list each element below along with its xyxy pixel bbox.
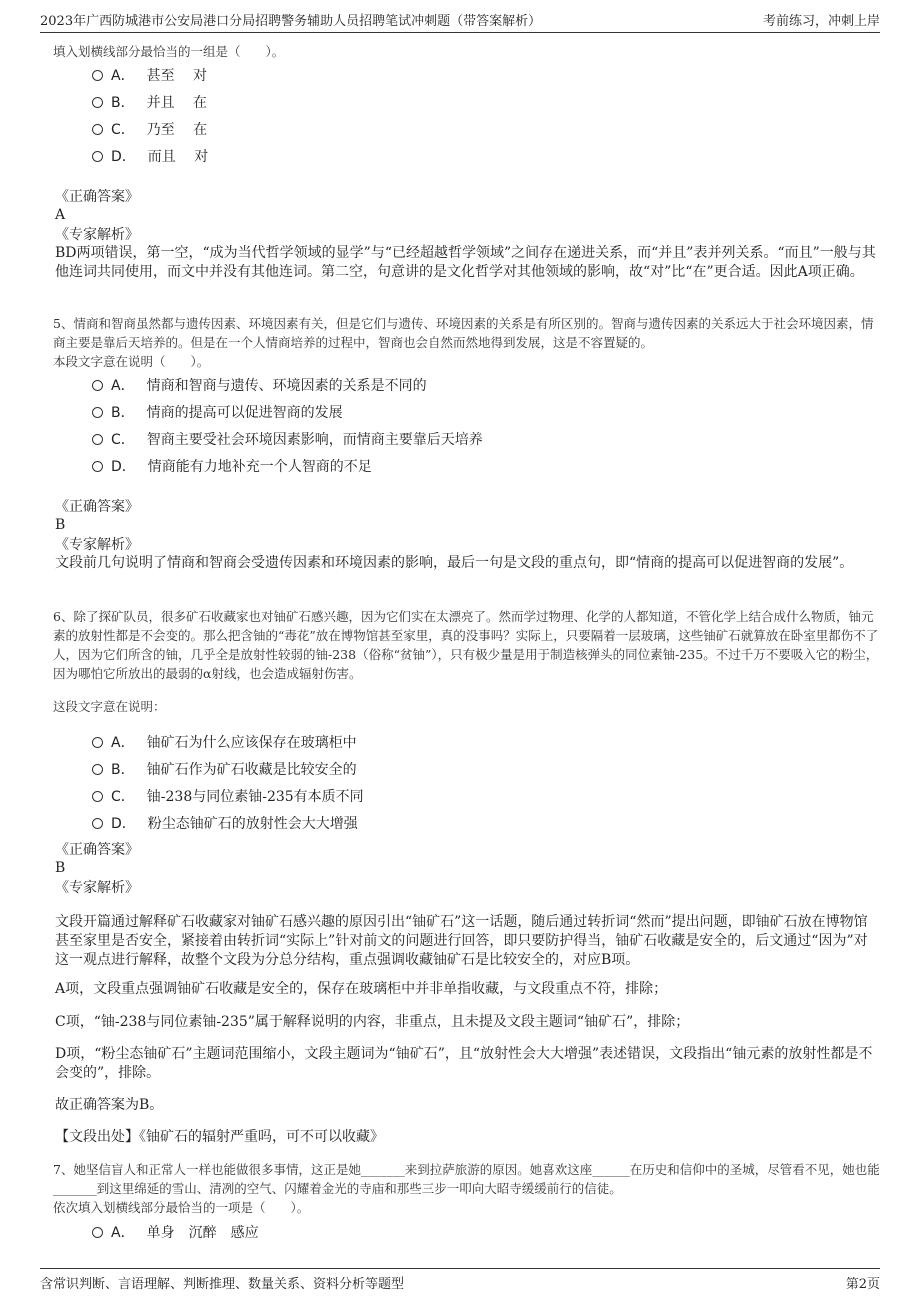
q5-answer: B <box>55 517 66 533</box>
q5-option-b[interactable]: B． 情商的提高可以促进智商的发展 <box>92 402 343 422</box>
q5-analysis-title: 《专家解析》 <box>55 537 139 553</box>
q4-option-d[interactable]: D． 而且 对 <box>92 146 208 166</box>
q7-question: 依次填入划横线部分最恰当的一项是（ ）。 <box>53 1200 310 1215</box>
q5-question: 本段文字意在说明（ ）。 <box>53 354 210 369</box>
q4-option-b[interactable]: B． 并且 在 <box>92 92 207 112</box>
page-header <box>40 10 880 33</box>
q6-option-a[interactable]: A． 铀矿石为什么应该保存在玻璃柜中 <box>92 732 357 752</box>
q5-analysis: 文段前几句说明了情商和智商会受遗传因素和环境因素的影响，最后一句是文段的重点句，即“情商的提高可以促进智商的发展”。 <box>55 555 854 571</box>
q6-option-b[interactable]: B． 铀矿石作为矿石收藏是比较安全的 <box>92 759 357 779</box>
q5-stem: 5、情商和智商虽然都与遗传因素、环境因素有关，但是它们与遗传、环境因素的关系是有所区别的。智商与遗传因素的关系远大于社会环境因素，情商主要是靠后天培养的。但是在一个人情商培养的过程中，智商也会自然而然地得到发展，这是不容置疑的。 <box>53 316 874 350</box>
q6-answer-title: 《正确答案》 <box>55 842 139 858</box>
q6-analysis-p5: 故正确答案为B。 <box>55 1097 164 1113</box>
radio-icon[interactable] <box>92 151 103 162</box>
q5-answer-title: 《正确答案》 <box>55 499 139 515</box>
radio-icon[interactable] <box>92 70 103 81</box>
q4-answer-title: 《正确答案》 <box>55 189 139 205</box>
q4-option-c[interactable]: C． 乃至 在 <box>92 119 207 139</box>
radio-icon[interactable] <box>92 791 103 802</box>
q4-analysis: BD两项错误，第一空，“成为当代哲学领域的显学”与“已经超越哲学领域”之间存在递进关系，而“并且”表并列关系。“而且”一般与其他连词共同使用，而文中并没有其他连词。第二空，句意讲的是文化哲学对其他领域的影响，故“对”比“在”更合适。因此A项正确。 <box>55 245 876 280</box>
q4-option-a[interactable]: A． 甚至 对 <box>92 65 207 85</box>
q5-option-c[interactable]: C． 智商主要受社会环境因素影响，而情商主要靠后天培养 <box>92 429 483 449</box>
radio-icon[interactable] <box>92 97 103 108</box>
radio-icon[interactable] <box>92 380 103 391</box>
q6-analysis-p4: D项，“粉尘态铀矿石”主题词范围缩小，文段主题词为“铀矿石”，且“放射性会大大增强”表述错误，文段指出“铀元素的放射性都是不会变的”，排除。 <box>55 1046 873 1081</box>
radio-icon[interactable] <box>92 1227 103 1238</box>
radio-icon[interactable] <box>92 407 103 418</box>
q6-stem: 6、除了探矿队员，很多矿石收藏家也对铀矿石感兴趣，因为它们实在太漂亮了。然而学过物理、化学的人都知道，不管化学上结合成什么物质，铀元素的放射性都是不会变的。那么把含铀的“毒花”放在博物馆甚至家里，真的没事吗？实际上，只要隔着一层玻璃，这些铀矿石就算放在卧室里都伤不了人，因为它们所含的铀，几乎全是放射性较弱的铀-238（俗称“贫铀”），只有极少量是用于制造核弹头的同位素铀-235。不过千万不要吸入它的粉尘，因为哪怕它所放出的最弱的α射线，也会造成辐射伤害。 <box>53 609 879 681</box>
radio-icon[interactable] <box>92 434 103 445</box>
q6-option-c[interactable]: C． 铀-238与同位素铀-235有本质不同 <box>92 786 364 806</box>
q4-question: 填入划横线部分最恰当的一组是（ ）。 <box>53 44 285 59</box>
radio-icon[interactable] <box>92 737 103 748</box>
radio-icon[interactable] <box>92 764 103 775</box>
q6-analysis-p1: 文段开篇通过解释矿石收藏家对铀矿石感兴趣的原因引出“铀矿石”这一话题，随后通过转折词“然而”提出问题，即铀矿石放在博物馆甚至家里是否安全，紧接着由转折词“实际上”针对前文的问题进行回答，即只要防护得当，铀矿石收藏是安全的，后文通过“因为”对这一观点进行解释，故整个文段为分总分结构，重点强调收藏铀矿石是比较安全的，对应B项。 <box>55 914 868 968</box>
q6-analysis-p3: C项，“铀-238与同位素铀-235”属于解释说明的内容，非重点，且未提及文段主题词“铀矿石”，排除； <box>55 1014 690 1030</box>
q7-stem: 7、她坚信盲人和正常人一样也能做很多事情，这正是她_______来到拉萨旅游的原因。她喜欢这座______在历史和信仰中的圣城，尽管看不见，她也能_______到这里绵延的雪山、清冽的空气、闪耀着金光的寺庙和那些三步一叩向大昭寺缓缓前行的信徒。 <box>53 1162 880 1196</box>
q4-analysis-title: 《专家解析》 <box>55 227 139 243</box>
radio-icon[interactable] <box>92 818 103 829</box>
footer-note: 含常识判断、言语理解、判断推理、数量关系、资料分析等题型 <box>40 1277 405 1292</box>
header-slogan: 考前练习，冲刺上岸 <box>762 14 880 29</box>
page-footer <box>40 1268 880 1292</box>
page-number: 第2页 <box>845 1277 880 1292</box>
header-title: 2023年广西防城港市公安局港口分局招聘警务辅助人员招聘笔试冲刺题（带答案解析） <box>40 14 542 29</box>
q5-option-d[interactable]: D． 情商能有力地补充一个人智商的不足 <box>92 456 372 476</box>
radio-icon[interactable] <box>92 461 103 472</box>
q6-analysis-p2: A项，文段重点强调铀矿石收藏是安全的，保存在玻璃柜中并非单指收藏，与文段重点不符，排除； <box>55 981 668 997</box>
q6-analysis-title: 《专家解析》 <box>55 880 139 896</box>
q7-option-a[interactable]: A． 单身 沉醉 感应 <box>92 1222 259 1242</box>
q6-source: 【文段出处】《铀矿石的辐射严重吗，可不可以收藏》 <box>55 1129 384 1145</box>
q5-option-a[interactable]: A． 情商和智商与遗传、环境因素的关系是不同的 <box>92 375 427 395</box>
q6-question: 这段文字意在说明： <box>53 699 166 714</box>
radio-icon[interactable] <box>92 124 103 135</box>
q6-option-d[interactable]: D． 粉尘态铀矿石的放射性会大大增强 <box>92 813 358 833</box>
q4-answer: A <box>55 207 66 223</box>
q6-answer: B <box>55 860 66 876</box>
